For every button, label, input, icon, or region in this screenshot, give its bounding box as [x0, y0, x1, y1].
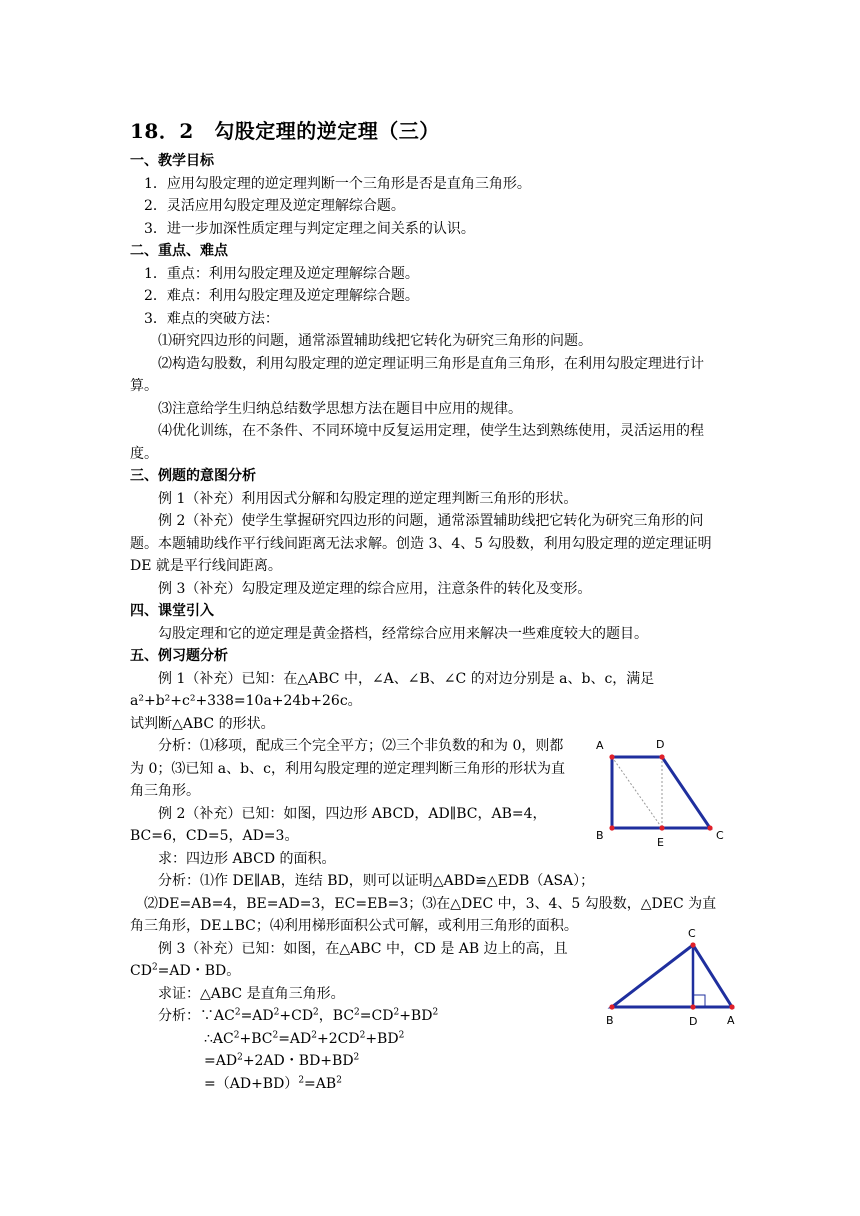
- label-d: D: [689, 1015, 698, 1028]
- point-a: [609, 754, 614, 759]
- example3-ask: 求证：△ABC 是直角三角形。: [158, 985, 345, 1002]
- section-heading-2: 二、重点、难点: [130, 243, 228, 259]
- point-b: [609, 1004, 614, 1009]
- page-title: 18．2 勾股定理的逆定理（三）: [130, 119, 440, 143]
- intent-item: 例 3（补充）勾股定理及逆定理的综合应用，注意条件的转化及变形。: [158, 580, 592, 597]
- example3-analysis-4: $=(AD+BD)^2=AB^2$: [204, 1074, 342, 1092]
- example2-statement: 例 2（补充）已知：如图，四边形 ABCD，AD∥BC，AB=4，BC=6，CD=5，AD=3。: [130, 805, 547, 844]
- trapezoid-outline: [612, 757, 710, 828]
- intro-text: 勾股定理和它的逆定理是黄金搭档，经常综合应用来解决一些难度较大的题目。: [158, 625, 648, 642]
- label-c: C: [716, 829, 724, 842]
- label-d: D: [656, 738, 665, 751]
- label-c: C: [688, 927, 696, 940]
- intent-item: 例 2（补充）使学生掌握研究四边形的问题，通常添置辅助线把它转化为研究三角形的问题。本题辅助线作平行线间距离无法求解。创造 3、4、5 勾股数，利用勾股定理的逆定理证明 DE 就是平行线间距离。: [130, 513, 712, 574]
- example1-equation: a²+b²+c²+338=10a+24b+26c。: [130, 693, 362, 709]
- goal-item: 3．进一步加深性质定理与判定定理之间关系的认识。: [144, 220, 475, 237]
- point-c: [707, 825, 712, 830]
- key-item: 3．难点的突破方法：: [144, 310, 279, 327]
- example1-question: 试判断△ABC 的形状。: [130, 715, 275, 732]
- diagonal-bd: [612, 757, 662, 828]
- example3-analysis-1: 分析：$\because AC^2=AD^2+CD^2$，$BC^2=CD^2+BD^2$: [158, 1007, 439, 1024]
- point-a: [729, 1004, 734, 1009]
- label-a: A: [596, 739, 604, 752]
- point-d: [690, 1004, 695, 1009]
- point-b: [609, 825, 614, 830]
- method-item: ⑷优化训练，在不条件、不同环境中反复运用定理，使学生达到熟练使用，灵活运用的程度。: [130, 423, 704, 462]
- method-item: ⑴研究四边形的问题，通常添置辅助线把它转化为研究三角形的问题。: [158, 333, 592, 349]
- example3-analysis-2: $\therefore AC^2+BC^2=AD^2+2CD^2+BD^2$: [204, 1029, 405, 1047]
- section-heading-1: 一、教学目标: [130, 153, 214, 169]
- label-a: A: [727, 1014, 735, 1027]
- method-item: ⑵构造勾股数，利用勾股定理的逆定理证明三角形是直角三角形，在利用勾股定理进行计算。: [130, 355, 704, 394]
- trapezoid-diagram: [590, 735, 740, 850]
- example1-statement: 例 1（补充）已知：在△ABC 中，∠A、∠B、∠C 的对边分别是 a、b、c，满足 a²+b²+c²+338=10a+24b+26c。: [130, 670, 655, 709]
- triangle-outline: [612, 945, 732, 1007]
- key-item: 2．难点：利用勾股定理及逆定理解综合题。: [144, 288, 419, 304]
- figure-triangle: [600, 925, 750, 1030]
- point-d: [659, 754, 664, 759]
- goal-item: 2．灵活应用勾股定理及逆定理解综合题。: [144, 198, 405, 214]
- section-heading-5: 五、例习题分析: [130, 648, 228, 664]
- section-heading-4: 四、课堂引入: [130, 603, 214, 619]
- label-b: B: [606, 1014, 614, 1027]
- point-e: [659, 825, 664, 830]
- example2-ask: 求：四边形 ABCD 的面积。: [158, 850, 336, 867]
- point-c: [690, 942, 695, 947]
- example1-analysis: 分析：⑴移项，配成三个完全平方；⑵三个非负数的和为 0，则都为 0；⑶已知 a、b、c，利用勾股定理的逆定理判断三角形的形状为直角三角形。: [130, 738, 565, 799]
- section-heading-3: 三、例题的意图分析: [130, 468, 256, 484]
- key-item: 1．重点：利用勾股定理及逆定理解综合题。: [144, 265, 419, 282]
- example3-statement: 例 3（补充）已知：如图，在△ABC 中，CD 是 AB 边上的高，且 $CD^2=AD$・BD。: [130, 940, 568, 979]
- method-item: ⑶注意给学生归纳总结数学思想方法在题目中应用的规律。: [158, 400, 522, 417]
- triangle-diagram: [600, 925, 750, 1030]
- example2-analysis-2: ⑵DE=AB=4，BE=AD=3，EC=EB=3；⑶在△DEC 中，3、4、5 勾股数，△DEC 为直角三角形，DE⊥BC；⑷利用梯形面积公式可解，或利用三角形的面积。: [130, 895, 717, 934]
- example3-analysis-3: $=AD^2+2AD$・$BD+BD^2$: [204, 1052, 360, 1069]
- label-e: E: [657, 836, 664, 849]
- goal-item: 1．应用勾股定理的逆定理判断一个三角形是否是直角三角形。: [144, 175, 531, 192]
- intent-item: 例 1（补充）利用因式分解和勾股定理的逆定理判断三角形的形状。: [158, 490, 578, 507]
- figure-trapezoid: [590, 735, 740, 850]
- label-b: B: [596, 829, 604, 842]
- example2-analysis-1: 分析：⑴作 DE∥AB，连结 BD，则可以证明△ABD≌△EDB（ASA）；: [158, 873, 595, 889]
